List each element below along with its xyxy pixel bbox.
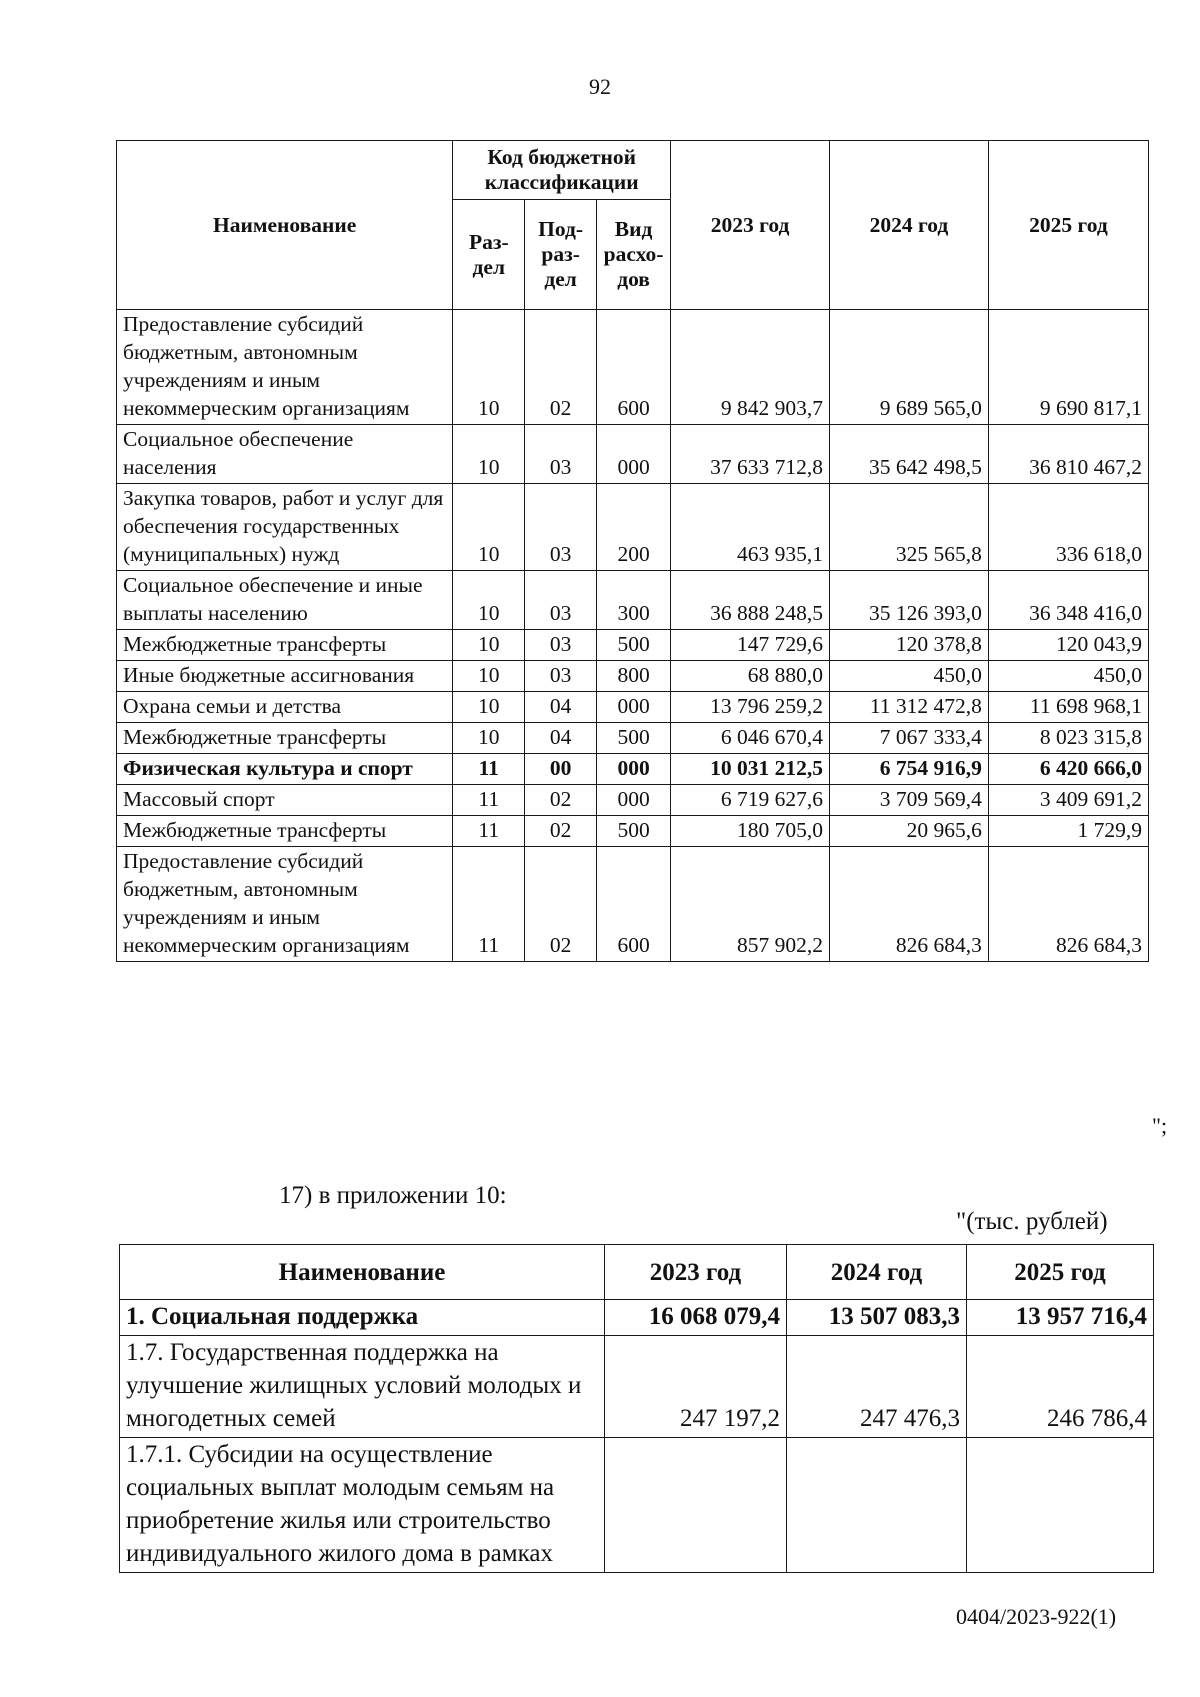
table-row	[117, 571, 1149, 630]
row-vid: 000	[597, 425, 671, 484]
header-podrazdel: Под-раз-дел	[525, 200, 597, 310]
row-podrazdel: 02	[525, 310, 597, 425]
row-name: Иные бюджетные ассигнования	[117, 661, 453, 692]
unit-label: "(тыс. рублей)	[956, 1208, 1108, 1235]
header-2024: 2024 год	[787, 1245, 967, 1300]
row-value-2025: 36 348 416,0	[988, 571, 1148, 630]
row-name: Массовый спорт	[117, 785, 453, 816]
table-row	[117, 847, 1149, 962]
row-podrazdel: 03	[525, 630, 597, 661]
row-value-2024: 6 754 916,9	[830, 754, 989, 785]
row-name: 1. Социальная поддержка	[120, 1300, 605, 1336]
table-row	[117, 692, 1149, 723]
row-value-2023: 247 197,2	[605, 1336, 787, 1438]
row-razdel: 11	[453, 754, 525, 785]
row-value-2025: 6 420 666,0	[988, 754, 1148, 785]
row-value-2025: 450,0	[988, 661, 1148, 692]
row-name: Социальное обеспечение населения	[117, 425, 453, 484]
row-value-2023: 463 935,1	[671, 484, 830, 571]
row-name: Предоставление субсидий бюджетным, автономным учреждениям и иным некоммерческим организациям	[117, 310, 453, 425]
row-vid: 000	[597, 754, 671, 785]
row-razdel: 11	[453, 785, 525, 816]
table-row	[120, 1300, 1154, 1336]
row-podrazdel: 02	[525, 785, 597, 816]
row-vid: 500	[597, 630, 671, 661]
row-value-2023: 9 842 903,7	[671, 310, 830, 425]
row-vid: 600	[597, 847, 671, 962]
row-value-2024: 826 684,3	[830, 847, 989, 962]
row-name: Межбюджетные трансферты	[117, 723, 453, 754]
row-name: Социальное обеспечение и иные выплаты населению	[117, 571, 453, 630]
row-razdel: 10	[453, 692, 525, 723]
row-value-2025: 120 043,9	[988, 630, 1148, 661]
row-podrazdel: 04	[525, 723, 597, 754]
row-value-2024: 13 507 083,3	[787, 1300, 967, 1336]
row-value-2024	[787, 1438, 967, 1573]
header-2024: 2024 год	[830, 141, 989, 310]
row-podrazdel: 03	[525, 661, 597, 692]
header-2023: 2023 год	[671, 141, 830, 310]
row-value-2023: 10 031 212,5	[671, 754, 830, 785]
row-razdel: 10	[453, 310, 525, 425]
row-vid: 200	[597, 484, 671, 571]
row-razdel: 11	[453, 847, 525, 962]
row-name: Охрана семьи и детства	[117, 692, 453, 723]
page-number: 92	[589, 74, 611, 99]
table-row	[120, 1336, 1154, 1438]
row-value-2024: 3 709 569,4	[830, 785, 989, 816]
row-value-2024: 120 378,8	[830, 630, 989, 661]
row-value-2025: 36 810 467,2	[988, 425, 1148, 484]
row-value-2025: 1 729,9	[988, 816, 1148, 847]
row-name: 1.7. Государственная поддержка на улучшение жилищных условий молодых и многодетных семей	[120, 1336, 605, 1438]
closing-quote-mark: ";	[1152, 1113, 1168, 1138]
row-value-2023: 6 046 670,4	[671, 723, 830, 754]
row-name: Закупка товаров, работ и услуг для обеспечения государственных (муниципальных) нужд	[117, 484, 453, 571]
row-podrazdel: 03	[525, 425, 597, 484]
header-name: Наименование	[120, 1245, 605, 1300]
row-value-2023: 6 719 627,6	[671, 785, 830, 816]
social-support-table	[119, 1244, 1154, 1573]
row-value-2023: 857 902,2	[671, 847, 830, 962]
row-name: 1.7.1. Субсидии на осуществление социальных выплат молодым семьям на приобретение жилья или строительство индивидуального жилого дома в рамках	[120, 1438, 605, 1573]
row-razdel: 10	[453, 630, 525, 661]
row-vid: 600	[597, 310, 671, 425]
row-razdel: 11	[453, 816, 525, 847]
row-value-2024: 11 312 472,8	[830, 692, 989, 723]
row-podrazdel: 04	[525, 692, 597, 723]
table-row	[120, 1438, 1154, 1573]
header-2025: 2025 год	[967, 1245, 1154, 1300]
table-row	[117, 425, 1149, 484]
row-value-2024: 35 126 393,0	[830, 571, 989, 630]
row-vid: 000	[597, 785, 671, 816]
row-vid: 500	[597, 723, 671, 754]
row-name: Предоставление субсидий бюджетным, автономным учреждениям и иным некоммерческим организациям	[117, 847, 453, 962]
row-value-2024: 35 642 498,5	[830, 425, 989, 484]
row-value-2025: 8 023 315,8	[988, 723, 1148, 754]
row-value-2025: 11 698 968,1	[988, 692, 1148, 723]
row-value-2023: 16 068 079,4	[605, 1300, 787, 1336]
row-vid: 300	[597, 571, 671, 630]
row-podrazdel: 00	[525, 754, 597, 785]
table-row	[117, 754, 1149, 785]
row-podrazdel: 03	[525, 571, 597, 630]
header-razdel: Раз-дел	[453, 200, 525, 310]
row-value-2024: 20 965,6	[830, 816, 989, 847]
row-vid: 800	[597, 661, 671, 692]
row-value-2023: 37 633 712,8	[671, 425, 830, 484]
row-value-2025: 9 690 817,1	[988, 310, 1148, 425]
table-row	[117, 484, 1149, 571]
row-podrazdel: 02	[525, 847, 597, 962]
header-code-group: Код бюджетной классификации	[453, 141, 671, 200]
document-code: 0404/2023-922(1)	[956, 1604, 1117, 1629]
row-value-2023	[605, 1438, 787, 1573]
row-value-2025: 246 786,4	[967, 1336, 1154, 1438]
table-row	[117, 723, 1149, 754]
row-value-2024: 9 689 565,0	[830, 310, 989, 425]
table-row	[117, 310, 1149, 425]
row-razdel: 10	[453, 571, 525, 630]
row-value-2023: 68 880,0	[671, 661, 830, 692]
row-value-2024: 325 565,8	[830, 484, 989, 571]
row-vid: 500	[597, 816, 671, 847]
section-caption: 17) в приложении 10:	[279, 1182, 507, 1209]
row-value-2024: 450,0	[830, 661, 989, 692]
row-value-2024: 7 067 333,4	[830, 723, 989, 754]
header-name: Наименование	[117, 141, 453, 310]
row-razdel: 10	[453, 484, 525, 571]
row-value-2023: 147 729,6	[671, 630, 830, 661]
row-value-2024: 247 476,3	[787, 1336, 967, 1438]
row-name: Межбюджетные трансферты	[117, 630, 453, 661]
header-2025: 2025 год	[988, 141, 1148, 310]
table-row	[117, 785, 1149, 816]
table-row	[117, 661, 1149, 692]
row-value-2025: 13 957 716,4	[967, 1300, 1154, 1336]
row-podrazdel: 02	[525, 816, 597, 847]
row-value-2025: 3 409 691,2	[988, 785, 1148, 816]
row-vid: 000	[597, 692, 671, 723]
row-razdel: 10	[453, 661, 525, 692]
header-2023: 2023 год	[605, 1245, 787, 1300]
header-vid: Вид расхо-дов	[597, 200, 671, 310]
budget-classification-table	[116, 140, 1149, 962]
row-value-2023: 180 705,0	[671, 816, 830, 847]
row-value-2023: 13 796 259,2	[671, 692, 830, 723]
row-value-2025: 336 618,0	[988, 484, 1148, 571]
row-name: Межбюджетные трансферты	[117, 816, 453, 847]
row-value-2023: 36 888 248,5	[671, 571, 830, 630]
row-podrazdel: 03	[525, 484, 597, 571]
row-razdel: 10	[453, 425, 525, 484]
row-razdel: 10	[453, 723, 525, 754]
row-value-2025: 826 684,3	[988, 847, 1148, 962]
table-row	[117, 630, 1149, 661]
row-name: Физическая культура и спорт	[117, 754, 453, 785]
row-value-2025	[967, 1438, 1154, 1573]
table-row	[117, 816, 1149, 847]
